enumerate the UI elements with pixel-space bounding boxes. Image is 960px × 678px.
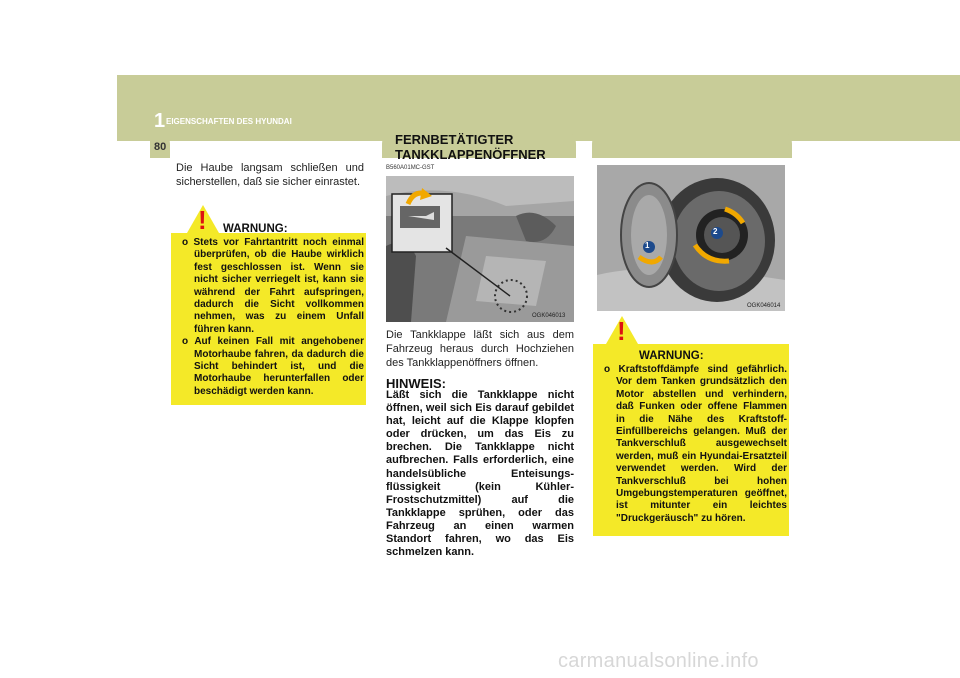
callout-1: 1 [645, 241, 650, 250]
section-title: FERNBETÄTIGTER TANKKLAPPENÖFFNER [395, 132, 546, 162]
warning-item: o Kraftstoffdämpfe sind gefährlich. Vor dem Tanken grundsätzlich den Motor abstellen und verhindern, daß Funken oder offene Flammen in die Nähe des Kraftstoff-Einfüllbereichs gelangen. Muß der Tankverschluß ausgewechselt werden, muß ein Hyundai-Ersatzteil verwendet werden. Wird der Tankverschluß bei hohen Umgebungstemperaturen geöffnet, ist mitunter ein leichtes "Druckgeräusch" zu hören. [604, 364, 787, 524]
image-code: OGK046014 [747, 303, 781, 309]
fuel-warning-box [593, 316, 789, 536]
warning-list [174, 237, 364, 398]
header-tab-right [592, 130, 792, 158]
warning-item: o Stets vor Fahrtantritt noch einmal überprüfen, ob die Haube wirklich fest geschlossen ist. Wenn sie nicht sicher verriegelt ist, kann sie während der Fahrt aufspringen, dadurch die Sicht vollkommen nehmen, was zu einem Unfall führen kann. [182, 237, 364, 335]
fuel-lever-illustration [386, 176, 574, 322]
warning-item: o Auf keinen Fall mit angehobener Motorhaube fahren, da dadurch die Sicht behindert ist, und die Motorhaube herunterfallen oder beschädigt werden kann. [182, 336, 364, 397]
warning-exclamation-icon: ! [198, 205, 207, 235]
note-title: HINWEIS: [386, 376, 446, 391]
hood-close-text: Die Haube langsam schließen und sicherstellen, daß sie sicher einrastet. [176, 162, 364, 188]
warning-title: WARNUNG: [223, 223, 288, 235]
warning-title: WARNUNG: [639, 350, 704, 362]
note-text: Läßt sich die Tankklappe nicht öffnen, weil sich Eis darauf gebildet hat, leicht auf die Klappe klopfen oder drücken, um das Eis zu brechen. Die Tankklappe nicht aufbrechen. Falls erforderlich, eine handelsübliche Enteisungs-flüssigkeit (kein Kühler-Frostschutzmittel) auf die Tankklappe sprühen, oder das Fahrzeug an einen warmen Standort fahren, wo das Eis schmelzen kann. [386, 389, 574, 559]
hood-warning-box [171, 205, 366, 405]
fuel-lever-photo [386, 176, 574, 322]
warning-list [596, 364, 787, 525]
warning-exclamation-icon: ! [617, 316, 626, 346]
watermark: carmanualsonline.info [558, 650, 759, 672]
fuel-door-text: Die Tankklappe läßt sich aus dem Fahrzeug heraus durch Hochziehen des Tankklappenöffners öffnen. [386, 329, 574, 369]
image-code: OGK046013 [532, 313, 566, 319]
chapter-number: 1 [154, 110, 166, 132]
callout-2: 2 [713, 227, 718, 236]
section-code: B560A01MC-GST [386, 165, 435, 171]
fuel-cap-photo [597, 165, 785, 311]
page-number: 80 [154, 141, 167, 153]
fuel-cap-illustration [597, 165, 785, 311]
chapter-title: EIGENSCHAFTEN DES HYUNDAI [166, 117, 292, 126]
